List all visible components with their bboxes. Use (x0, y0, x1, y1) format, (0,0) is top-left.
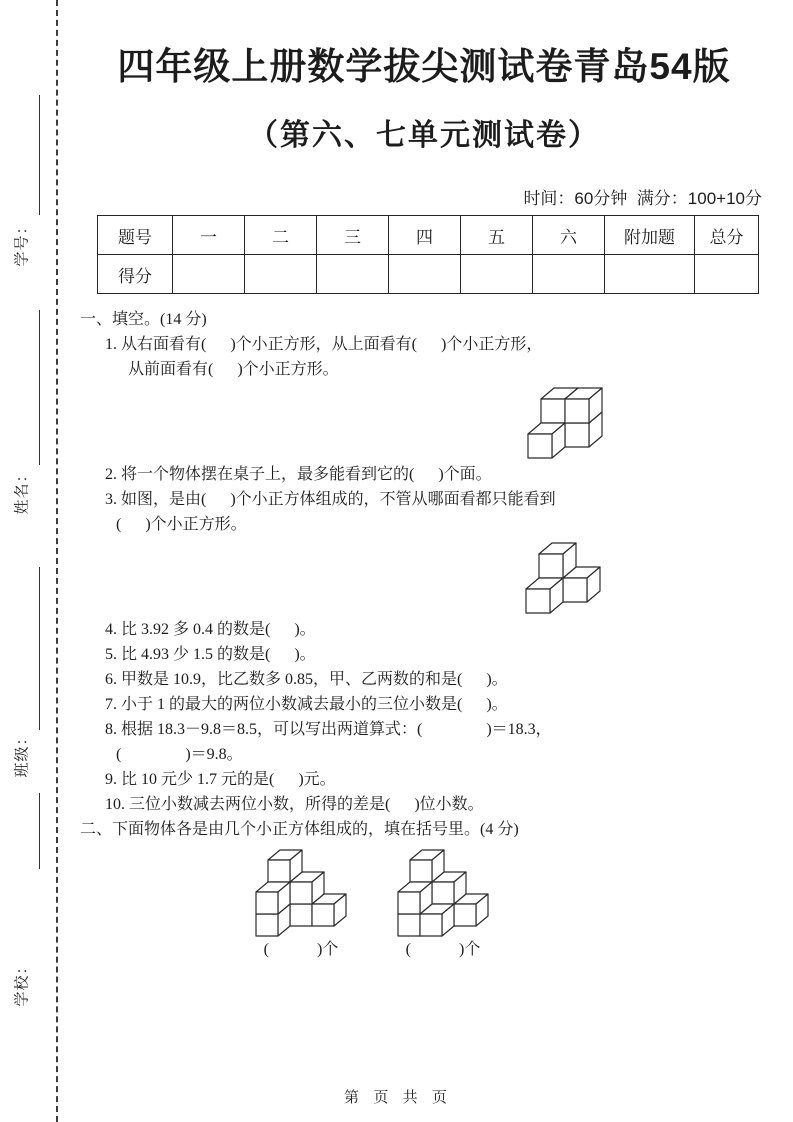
question-8-line-1: 8. 根据 18.3－9.8＝8.5，可以写出两道算式：( )＝18.3， (105, 721, 552, 738)
score-cell (389, 255, 461, 294)
page-footer: 第 页 共 页 (343, 1089, 449, 1106)
question-8-line-2: ( )＝9.8。 (116, 746, 243, 763)
score-table (97, 215, 759, 294)
question-6: 6. 甲数是 10.9，比乙数多 0.85，甲、乙两数的和是( )。 (105, 671, 508, 688)
score-col-4: 四 (389, 216, 461, 255)
question-7: 7. 小于 1 的最大的两位小数减去最小的三位小数是( )。 (105, 696, 508, 713)
sidebar-label-student-id: 学号： (13, 218, 31, 267)
score-col-1: 一 (173, 216, 245, 255)
school-blank-line (39, 793, 40, 869)
sidebar-label-name: 姓名： (13, 466, 31, 515)
score-row-label: 得分 (98, 255, 173, 294)
question-9: 9. 比 10 元少 1.7 元的是( )元。 (105, 771, 336, 788)
section-2-heading: 二、下面物体各是由几个小正方体组成的，填在括号里。(4 分) (80, 821, 519, 838)
score-table-header-row (98, 216, 759, 255)
cube-figure-section2-left (254, 848, 348, 938)
question-1-line-2: 从前面看有( )个小正方形。 (128, 361, 339, 378)
section-2-figures (254, 848, 768, 962)
score-cell (605, 255, 695, 294)
score-col-6: 六 (533, 216, 605, 255)
page-subtitle: （第六、七单元测试卷） (248, 119, 600, 152)
score-col-total: 总分 (695, 216, 759, 255)
score-cell (461, 255, 533, 294)
question-10: 10. 三位小数减去两位小数，所得的差是( )位小数。 (105, 796, 484, 813)
score-cell (173, 255, 245, 294)
page-title: 四年级上册数学拔尖测试卷青岛54版 (117, 46, 731, 87)
score-col-5: 五 (461, 216, 533, 255)
name-blank-line (39, 310, 40, 465)
sidebar-label-school: 学校： (13, 958, 31, 1007)
cube-figure-section2-right (396, 848, 490, 938)
figure-block-right (396, 848, 490, 962)
score-col-2: 二 (245, 216, 317, 255)
score-cell (317, 255, 389, 294)
score-col-bonus: 附加题 (605, 216, 695, 255)
score-table-corner: 题号 (98, 216, 173, 255)
figure-row-q1 (362, 386, 768, 460)
questions-body (80, 307, 768, 962)
score-cell (533, 255, 605, 294)
fold-dashed-line (56, 0, 58, 1122)
count-label-right: ( )个 (405, 941, 481, 958)
exam-meta: 时间：60分钟 满分：100+10分 (523, 189, 762, 208)
figure-row-q3 (358, 541, 768, 615)
question-4: 4. 比 3.92 多 0.4 的数是( )。 (105, 621, 316, 638)
question-3-line-2: ( )个小正方形。 (116, 516, 247, 533)
question-5: 5. 比 4.93 少 1.5 的数是( )。 (105, 646, 316, 663)
section-1-heading: 一、填空。(14 分) (80, 311, 207, 328)
main-content (80, 36, 768, 962)
cube-figure-question-1 (526, 386, 604, 460)
score-cell (695, 255, 759, 294)
score-table-score-row (98, 255, 759, 294)
question-2: 2. 将一个物体摆在桌子上，最多能看到它的( )个面。 (105, 466, 492, 483)
question-3-line-1: 3. 如图，是由( )个小正方体组成的，不管从哪面看都只能看到 (105, 491, 556, 508)
sidebar-label-class: 班级： (13, 729, 31, 778)
score-col-3: 三 (317, 216, 389, 255)
score-cell (245, 255, 317, 294)
count-label-left: ( )个 (263, 941, 339, 958)
figure-block-left (254, 848, 348, 962)
cube-figure-question-3 (524, 541, 602, 615)
class-blank-line (39, 567, 40, 730)
student-id-blank-line (39, 95, 40, 215)
question-1-line-1: 1. 从右面看有( )个小正方形，从上面看有( )个小正方形， (105, 336, 543, 353)
